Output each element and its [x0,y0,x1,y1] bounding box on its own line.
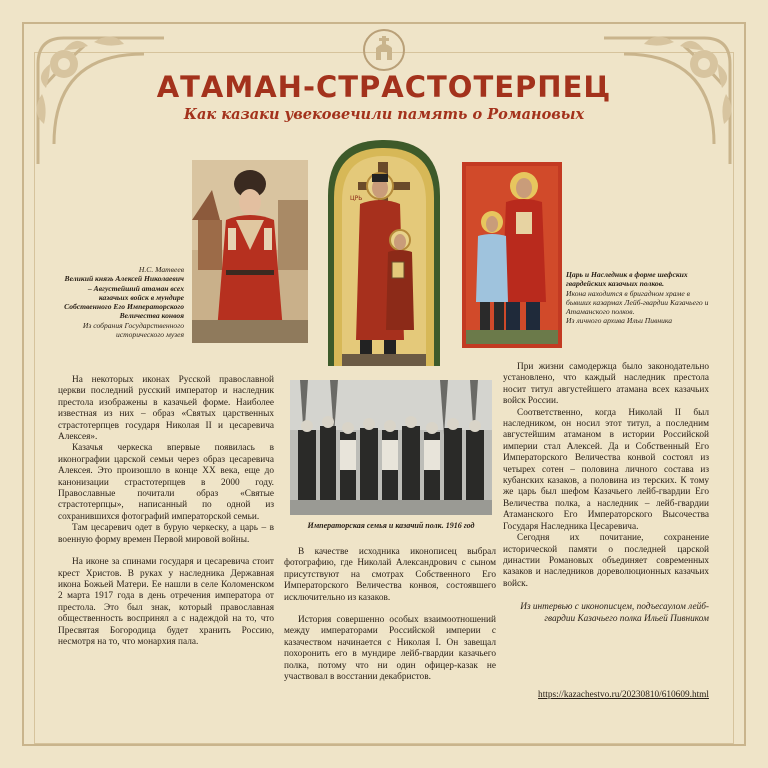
page-title: АТАМАН-СТРАСТОТЕРПЕЦ [156,70,612,104]
caption-right-location: Икона находится в бригадном храме в бывших казармах Лейб-гвардии Казачьего и Атаманского полков. [566,288,709,317]
paragraph: Соответственно, когда Николай II был наследником, он носил этот титул, а последним августейшим атаманом в истории Российской империи стал Алексей. Да и Собственный Его Императорского Величества конвой состоял из четырех сотен – половина личного состава из кубанских казаков, а половина из терских. К тому же царь был шефом Казачьего лейб-гвардии Его Величества полка, а наследник – лейб-гвардии Атаманского Его Императорского Высочества Государя Наследника Цесаревича. [503,407,709,532]
caption-right-title: Царь и Наследник в форме шефских гвардейских казачьих полков. [566,270,688,289]
page-subtitle: Как казаки увековечили память о Романовых [183,106,585,123]
caption-right [566,270,716,326]
paragraph: На некоторых иконах Русской православной церкви последний русский император и наследник престола изображены в казачьей форме. Наиболее известная из них – образ «Святых царственных страстотерпцев государя Николая II и цесаревича Алексея». [58,375,274,443]
paragraph: В качестве исходника иконописец выбрал фотографию, где Николай Александрович с сыном присутствуют на смотрах Собственного Его Императорского Величества конвоя, состоявшего исключительно из казаков. [284,547,496,603]
signature: Из интервью с иконописцем, подъесаулом лейб-гвардии Казачьего полка Ильей Пивником [520,602,709,624]
article-column-1 [58,375,274,648]
icon-tsar-and-heir [328,140,440,366]
paragraph: Сегодня их почитание, сохранение исторической памяти о последней царской династии Романовых объединяет современных казаков и наследников дореволюционных казачьих войск. [503,533,709,589]
caption-left [60,265,184,339]
paragraph: Казачья черкеска впервые появилась в иконографии царской семьи через образ цесаревича Алексея. Это произошло в конце XX века, еще до канонизации страстотерпцев в 2000 году. Православные почитали образ «Святые страстотерпцы», написанный по одной из сохранившихся фотографий императорской семьи. [58,443,274,522]
caption-photo: Императорская семья и казачий полк. 1916 год [307,521,475,530]
church-emblem-icon [362,28,406,72]
photo-imperial-family-cossacks [290,380,492,515]
article-column-3 [503,362,709,625]
caption-right-source: Из личного архива Ильи Пивника [566,316,673,326]
svg-text:ЦРЬ: ЦРЬ [350,195,363,202]
paragraph: На иконе за спинами государя и цесаревича стоит крест Христов. В руках у наследника Державная икона Божьей Матери. Ее нашли в селе Коломенском 2 марта 1917 года в день отречения императора от престола. Это был знак, который православная общественность воспринял а с надеждой на то, что Пресвятая Богородица будет хранить Россию, несмотря на то, что монархия пала. [58,557,274,647]
caption-left-title: Великий князь Алексей Николаевич – Августейший атаман всех казачьих войск в мундире Собственного Его Императорского Величества конвоя [64,274,184,321]
paragraph: История совершенно особых взаимоотношений между императорами Российской империи с казачеством начинается с Николая I. Он завещал похоронить его в мундире лейб-гвардии казачьего полка, потому что ни один офицер-казак не участвовал в восстании декабристов. [284,615,496,683]
paragraph: При жизни самодержца было законодательно установлено, что каждый наследник престола носит титул августейшего атамана всех казачьих войск России. [503,362,709,407]
caption-left-author: Н.С. Матвеев [138,265,184,274]
article-column-2 [284,547,496,683]
paragraph: Там цесаревич одет в бурую черкеску, а царь – в военную форму времен Первой мировой войны. [58,523,274,545]
source-link[interactable]: https://kazachestvo.ru/20230810/610609.html [538,690,709,700]
icon-guards-uniform [462,162,562,348]
painting-grand-duke [192,160,308,343]
caption-left-source: Из собрания Государственного исторического музея [82,320,184,340]
